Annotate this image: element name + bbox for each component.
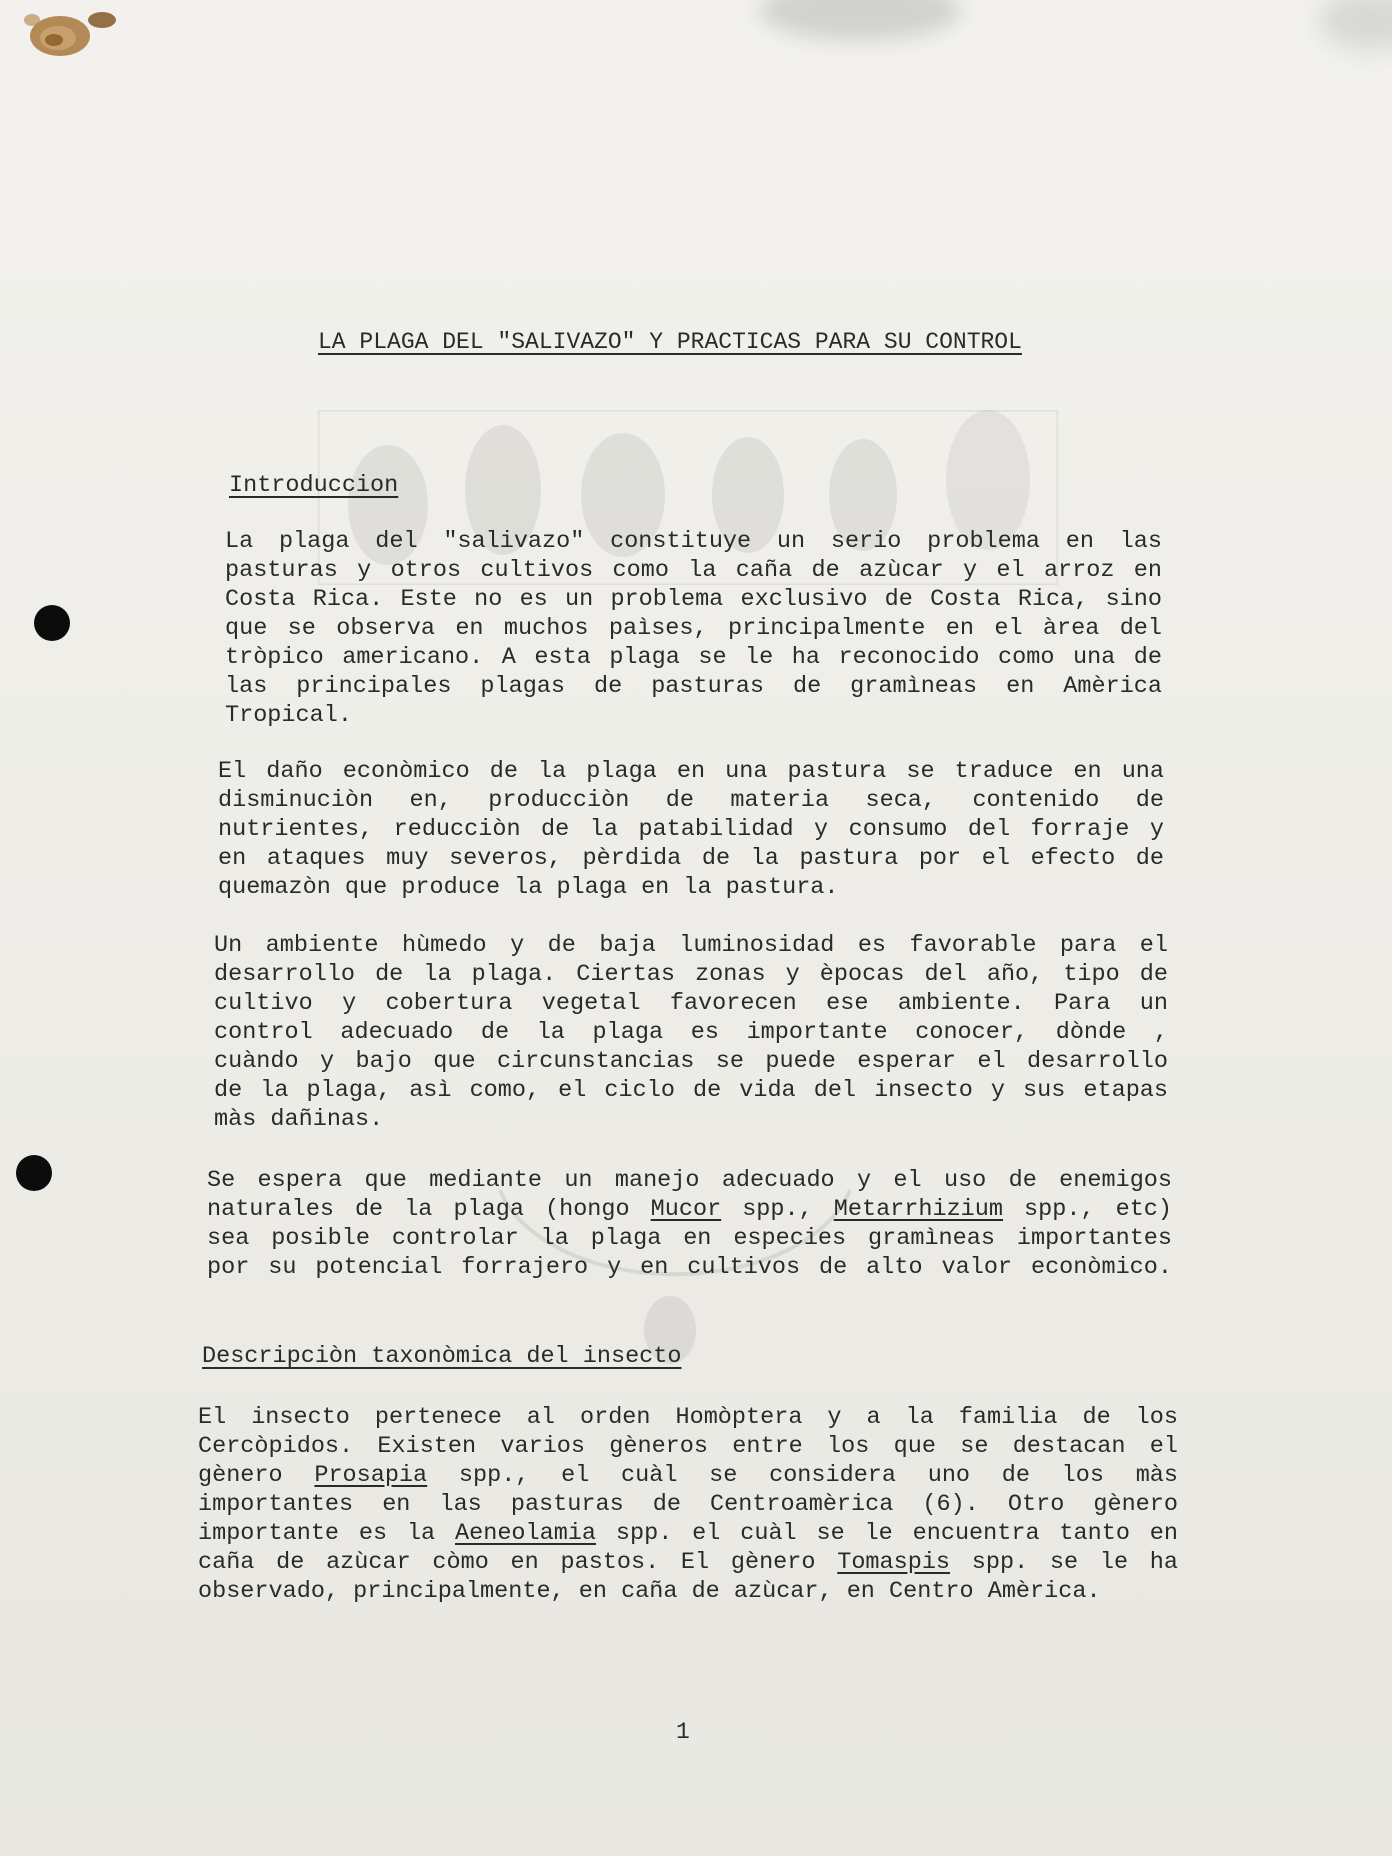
text-line: por su potencial forrajero y en cultivos de alto valor econòmico. [207,1254,1172,1281]
page-title: LA PLAGA DEL "SALIVAZO" Y PRACTICAS PARA SU CONTROL [318,329,1022,355]
text-segment: spp., etc) [1003,1196,1172,1223]
intro-paragraph-1 [225,527,1162,730]
text-line: Tropical. [225,702,352,729]
text-segment: spp., el cuàl se considera uno de los màs [427,1462,1179,1489]
text-segment: spp. se le ha [950,1549,1178,1576]
text-line: pasturas y otros cultivos como la caña de azùcar y el arroz en [225,557,1162,584]
genus-name: Mucor [650,1196,722,1223]
text-line: Costa Rica. Este no es un problema exclusivo de Costa Rica, sino [225,586,1162,613]
text-segment: spp. el cuàl se le encuentra tanto en [596,1520,1178,1547]
text-line [207,1195,1172,1224]
genus-name: Tomaspis [837,1549,951,1576]
text-segment: spp., [721,1196,834,1223]
text-line: cultivo y cobertura vegetal favorecen ese ambiente. Para un [214,990,1168,1017]
corner-shadow [1320,0,1392,50]
intro-paragraph-3 [214,931,1168,1134]
text-segment: caña de azùcar còmo en pastos. El gènero [198,1549,838,1576]
punch-hole-lower [16,1155,52,1191]
text-line: observado, principalmente, en caña de azùcar, en Centro Amèrica. [198,1578,1101,1605]
text-line: nutrientes, reducciòn de la patabilidad y consumo del forraje y [218,816,1164,843]
genus-name: Prosapia [314,1462,428,1489]
text-line: La plaga del "salivazo" constituye un serio problema en las [225,528,1162,555]
intro-paragraph-2 [218,757,1164,902]
punch-hole-upper [34,605,70,641]
finger-shadow [760,0,960,40]
page-number: 1 [676,1719,690,1745]
text-line: tròpico americano. A esta plaga se le ha reconocido como una de [225,644,1162,671]
text-line [198,1461,1178,1490]
text-segment: gènero [198,1462,315,1489]
text-line: El insecto pertenece al orden Homòptera y a la familia de los [198,1404,1178,1431]
text-line: desarrollo de la plaga. Ciertas zonas y èpocas del año, tipo de [214,961,1168,988]
text-line: quemazòn que produce la plaga en la pastura. [218,874,839,901]
section-heading-descripcion: Descripciòn taxonòmica del insecto [202,1343,682,1370]
text-segment: naturales de la plaga (hongo [207,1196,651,1223]
text-line: sea posible controlar la plaga en especies gramìneas importantes [207,1225,1172,1252]
text-line: Cercòpidos. Existen varios gèneros entre los que se destacan el [198,1433,1178,1460]
section-heading-introduccion: Introduccion [229,472,399,499]
text-line: control adecuado de la plaga es importante conocer, dònde , [214,1019,1168,1046]
text-line: Un ambiente hùmedo y de baja luminosidad es favorable para el [214,932,1168,959]
text-line [198,1519,1178,1548]
taxonomy-paragraph [198,1403,1178,1606]
text-line: en ataques muy severos, pèrdida de la pastura por el efecto de [218,845,1164,872]
text-line: Se espera que mediante un manejo adecuado y el uso de enemigos [207,1167,1172,1194]
text-line: màs dañinas. [214,1106,384,1133]
text-line: cuàndo y bajo que circunstancias se puede esperar el desarrollo [214,1048,1168,1075]
genus-name: Aeneolamia [455,1520,597,1547]
text-segment: importante es la [198,1520,456,1547]
text-line [198,1548,1178,1577]
text-line: disminuciòn en, producciòn de materia seca, contenido de [218,787,1164,814]
text-line: importantes en las pasturas de Centroamèrica (6). Otro gènero [198,1491,1178,1518]
text-line: que se observa en muchos paìses, principalmente en el àrea del [225,615,1162,642]
text-line: El daño econòmico de la plaga en una pastura se traduce en una [218,758,1164,785]
genus-name: Metarrhizium [833,1196,1003,1223]
stain-mark [14,6,124,66]
text-line: las principales plagas de pasturas de gramìneas en Amèrica [225,673,1162,700]
intro-paragraph-4 [207,1166,1172,1282]
text-line: de la plaga, asì como, el ciclo de vida del insecto y sus etapas [214,1077,1168,1104]
